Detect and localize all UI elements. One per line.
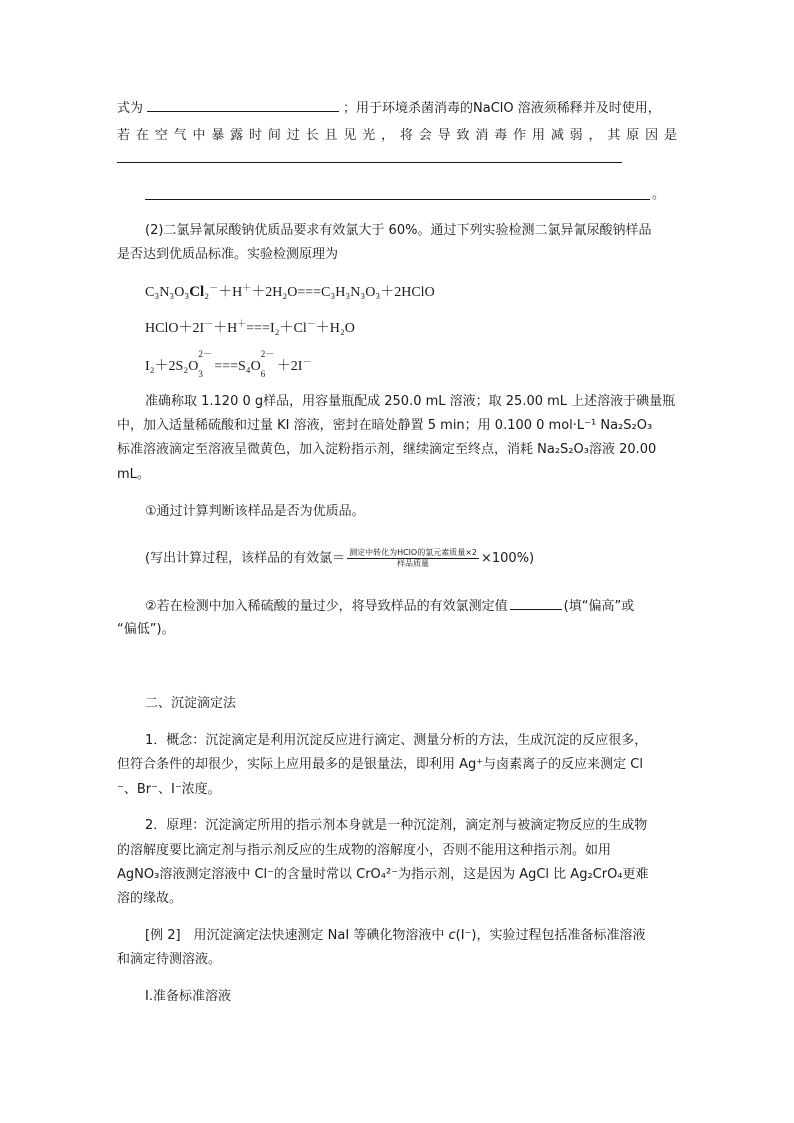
example-2: [例 2] 用沉淀滴定法快速测定 NaI 等碘化物溶液中 c(I⁻)，实验过程包括准备标准溶液 [145,928,646,943]
question-1: ①通过计算判断该样品是否为优质品。 [145,504,365,519]
text-line: 准确称取 1.120 0 g样品，用容量瓶配成 250.0 mL 溶液；取 25.00 mL 上述溶液于碘量瓶 [145,394,676,409]
answer-blank[interactable] [147,99,339,112]
text-line: 溶的缘故。 [117,891,183,906]
equation-3: I₂＋2S₂O 2－ 3 ===S₄O 2－ 6 ＋2I－ [145,349,312,379]
text-line: (2)二氯异氰尿酸钠优质品要求有效氯大于 60%。通过下列实验检测二氯异氰尿酸钠样品 [145,223,652,238]
section-heading: 二、沉淀滴定法 [145,696,237,711]
answer-blank[interactable] [510,597,562,610]
equation-2: HClO＋2I－＋H＋===I₂＋Cl－＋H₂O [145,318,355,336]
text-line: 中，加入适量稀硫酸和过量 KI 溶液，密封在暗处静置 5 min；用 0.100 0 mol·L⁻¹ Na₂S₂O₃ [117,418,653,433]
text-line: 2．原理：沉淀滴定所用的指示剂本身就是一种沉淀剂，滴定剂与被滴定物反应的生成物 [145,818,648,833]
equation-1: C₃N₃O₃Cl₂－＋H＋＋2H₂O===C₃H₃N₃O₃＋2HClO [145,282,435,300]
question-1-note: (写出计算过程，该样品的有效氯＝ $\frac{\text{测定中转化为HClO的氯元素质量×2}}{\text{样品质量}}$ ×100%) [145,548,535,568]
answer-blank-line[interactable] [117,162,622,163]
text-fragment: ；用于环境杀菌消毒的NaClO 溶液须稀释并及时使用， [343,101,661,116]
answer-blank-line[interactable] [145,199,650,200]
text-line: mL。 [117,467,150,482]
effective-chlorine-fraction: $\frac{\text{测定中转化为HClO的氯元素质量×2}}{\text{样品质量}}$ [349,548,477,568]
text-line: 和滴定待测溶液。 [117,952,222,967]
text-line: 若在空气中暴露时间过长且见光，将会导致消毒作用减弱，其原因是 [117,128,677,143]
text-line: 标准溶液滴定至溶液呈微黄色，加入淀粉指示剂，继续滴定至终点，消耗 Na₂S₂O₃溶液 20.00 [117,442,657,457]
text-line [117,99,661,118]
step-heading: Ⅰ.准备标准溶液 [145,989,231,1004]
text-line: 但符合条件的却很少，实际上应用最多的是银量法，即利用 Ag⁺与卤素离子的反应来测定 Cl [117,757,643,772]
text-line: 。 [652,187,666,202]
text-line: 是否达到优质品标准。实验检测原理为 [117,247,339,262]
text-line: AgNO₃溶液测定溶液中 Cl⁻的含量时常以 CrO₄²⁻为指示剂，这是因为 AgCl 比 Ag₂CrO₄更难 [117,867,649,882]
text-line: “偏低”)。 [117,622,175,637]
question-2: ②若在检测中加入稀硫酸的量过少，将导致样品的有效氯测定值 (填“偏高”或 [145,599,635,614]
text-line: 的溶解度要比滴定剂与指示剂反应的生成物的溶解度小，否则不能用这种指示剂。如用 [117,843,612,858]
text-line: ⁻、Br⁻、I⁻浓度。 [117,782,221,797]
text-fragment: 式为 [117,101,144,116]
text-line: 1．概念：沉淀滴定是利用沉淀反应进行滴定、测量分析的方法，生成沉淀的反应很多， [145,733,648,748]
